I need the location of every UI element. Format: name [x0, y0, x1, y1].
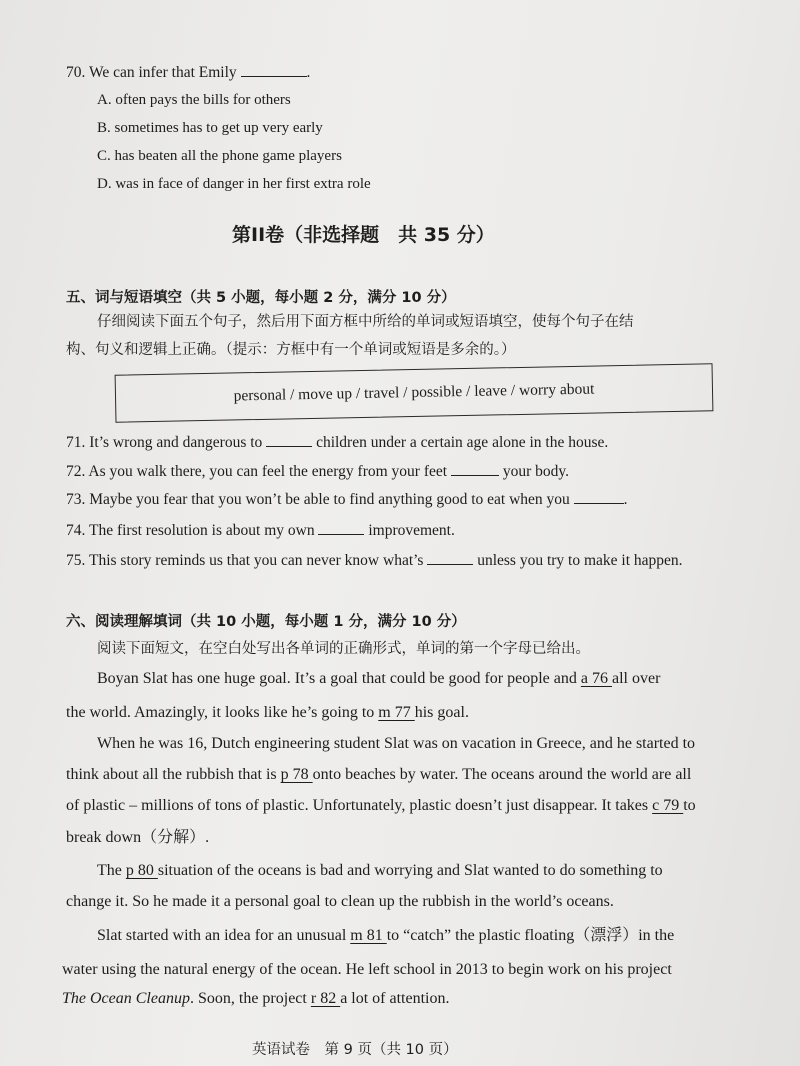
- passage-line-6: break down（分解）.: [66, 829, 210, 846]
- section-6-heading: 六、阅读理解填词（共 10 小题，每小题 1 分，满分 10 分）: [66, 614, 466, 630]
- passage-line-7: The p 80 situation of the oceans is bad and worrying and Slat wanted to do something to: [97, 862, 663, 879]
- question-75: 75. This story reminds us that you can never know what’s unless you try to make it happen.: [66, 552, 683, 569]
- passage-line-4: think about all the rubbish that is p 78 onto beaches by water. The oceans around the world are all: [66, 766, 692, 783]
- passage-line-8: change it. So he made it a personal goal to clean up the rubbish in the world’s oceans.: [66, 893, 614, 910]
- word-box-text: personal / move up / travel / possible / leave / worry about: [233, 380, 595, 405]
- section-5-heading: 五、词与短语填空（共 5 小题，每小题 2 分，满分 10 分）: [66, 290, 456, 306]
- passage-line-11: The Ocean Cleanup. Soon, the project r 82 a lot of attention.: [62, 990, 450, 1007]
- section-5-instructions-line2: 构、句义和逻辑上正确。（提示：方框中有一个单词或短语是多余的。）: [66, 342, 516, 358]
- blank-77: m 77: [378, 704, 415, 721]
- blank-82: r 82: [310, 990, 341, 1007]
- answer-blank: [241, 62, 307, 77]
- blank-79: c 79: [652, 797, 684, 814]
- passage-line-3: When he was 16, Dutch engineering student Slat was on vacation in Greece, and he started to: [97, 735, 696, 752]
- passage-line-9: Slat started with an idea for an unusual m 81 to “catch” the plastic floating（漂浮）in the: [97, 927, 675, 944]
- question-70-option-c: C. has beaten all the phone game players: [97, 148, 342, 164]
- passage-line-5: of plastic – millions of tons of plastic. Unfortunately, plastic doesn’t just disappear. It takes c 79 to: [66, 797, 696, 814]
- question-70: 70. We can infer that Emily .: [66, 64, 311, 81]
- question-74: 74. The first resolution is about my own improvement.: [66, 522, 455, 539]
- blank-78: p 78: [280, 766, 313, 783]
- question-73: 73. Maybe you fear that you won’t be able to find anything good to eat when you .: [66, 491, 628, 508]
- page-footer: 英语试卷 第 9 页（共 10 页）: [252, 1042, 458, 1058]
- passage-line-2: the world. Amazingly, it looks like he’s going to m 77 his goal.: [66, 704, 469, 721]
- passage-line-1: Boyan Slat has one huge goal. It’s a goal that could be good for people and a 76 all over: [97, 670, 661, 687]
- question-71: 71. It’s wrong and dangerous to children under a certain age alone in the house.: [66, 434, 609, 451]
- section-6-instructions: 阅读下面短文，在空白处写出各单词的正确形式，单词的第一个字母已给出。: [97, 641, 590, 657]
- blank-80: p 80: [125, 862, 158, 879]
- question-72: 72. As you walk there, you can feel the energy from your feet your body.: [66, 463, 569, 480]
- word-box: [115, 363, 714, 422]
- section-5-instructions-line1: 仔细阅读下面五个句子，然后用下面方框中所给的单词或短语填空，使每个句子在结: [97, 314, 634, 330]
- blank-81: m 81: [350, 927, 387, 944]
- blank-76: a 76: [580, 670, 612, 687]
- part-title: 第II卷（非选择题 共 35 分）: [232, 224, 495, 246]
- passage-line-10: water using the natural energy of the ocean. He left school in 2013 to begin work on his project: [62, 961, 672, 978]
- question-70-option-a: A. often pays the bills for others: [97, 92, 291, 108]
- question-70-option-b: B. sometimes has to get up very early: [97, 120, 323, 136]
- question-70-option-d: D. was in face of danger in her first extra role: [97, 176, 371, 192]
